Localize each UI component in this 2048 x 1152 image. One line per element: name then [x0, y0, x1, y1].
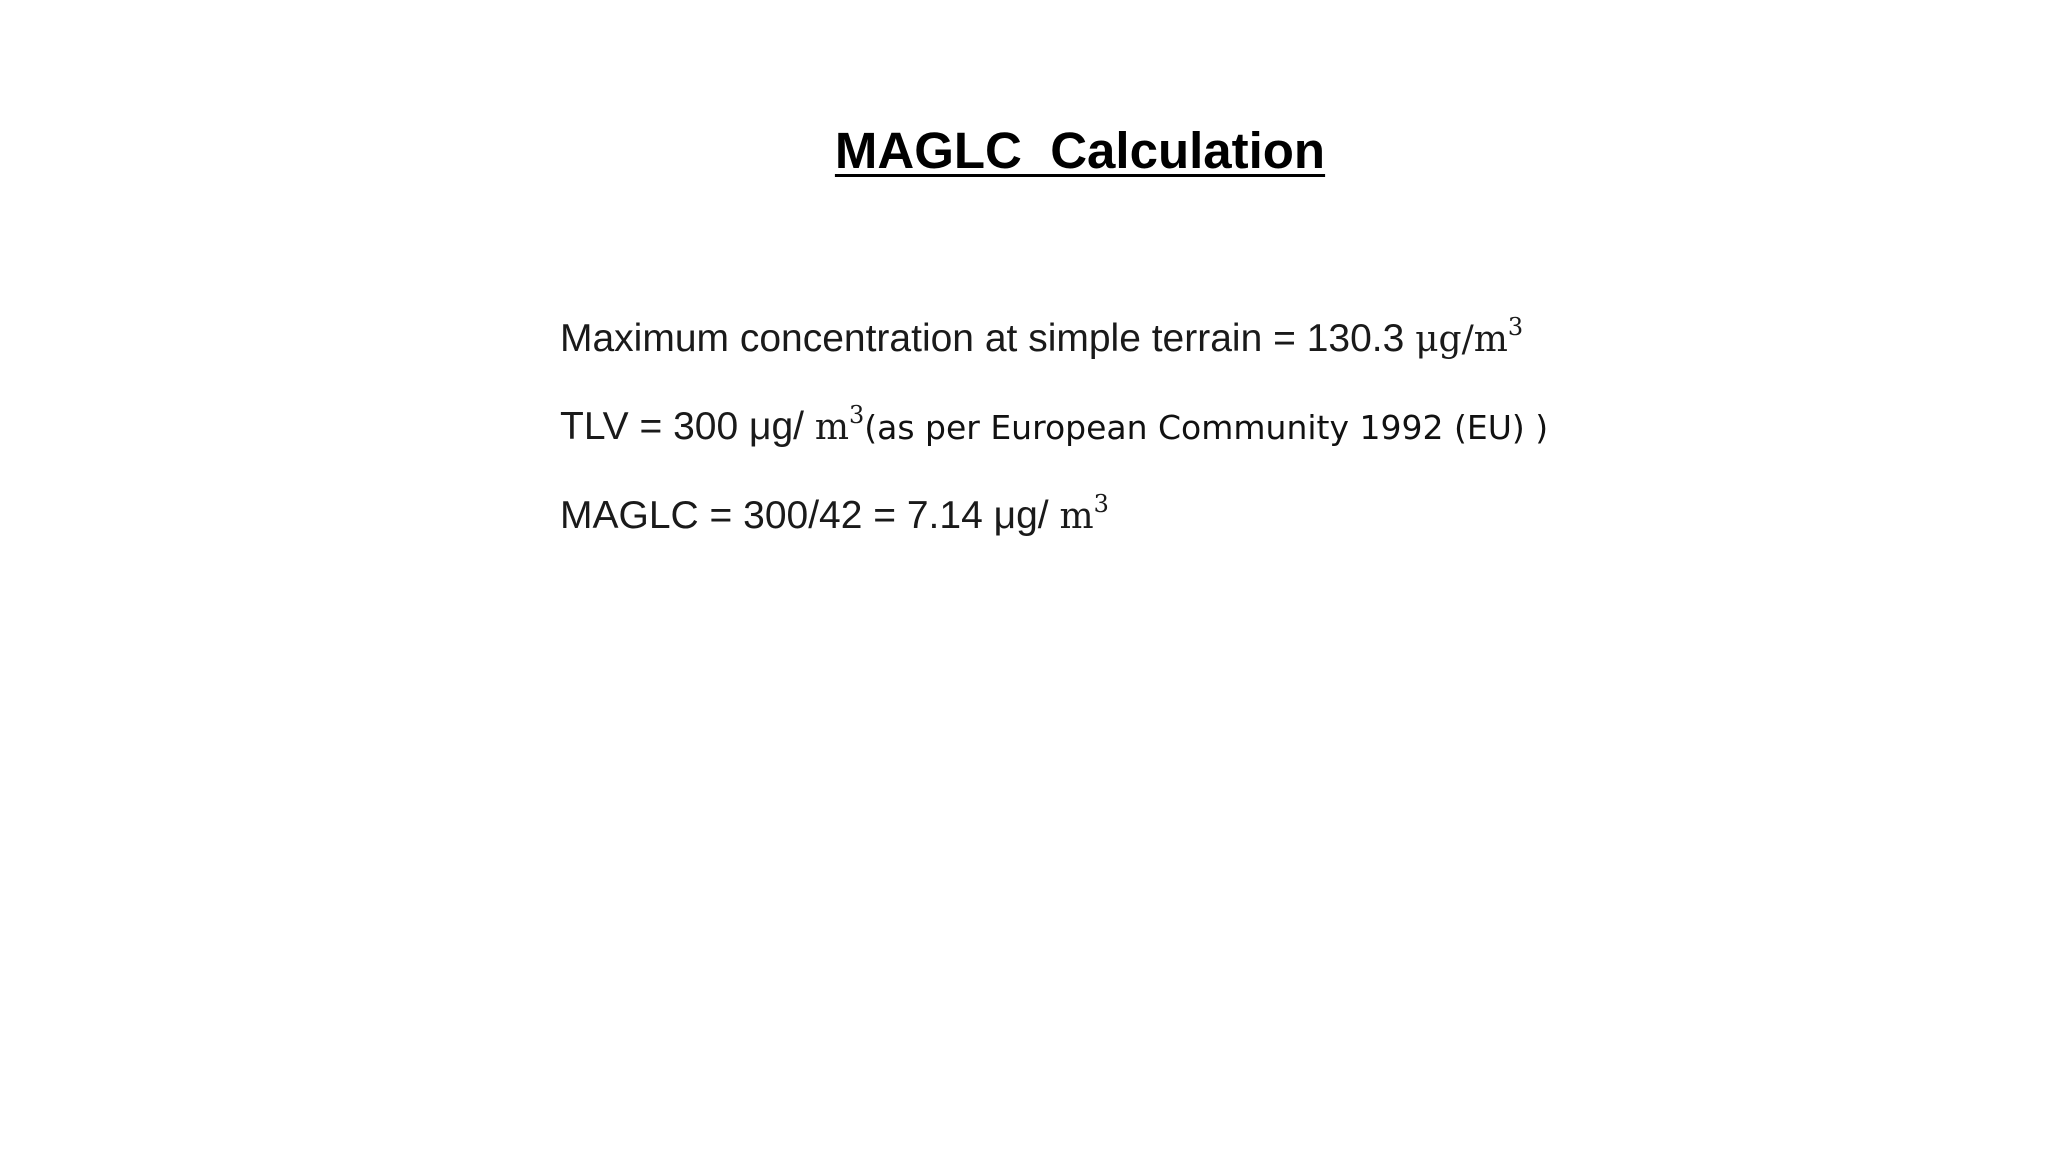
tlv-line [560, 400, 1548, 455]
slide-title: MAGLC Calculation [834, 122, 1326, 179]
max-concentration-line [560, 312, 1523, 367]
tlv-source-note: (as per European Community 1992 (EU) ) [864, 408, 1549, 447]
tlv-text: TLV = 300 μg/ [560, 405, 815, 448]
max-concentration-unit: μg/m [1415, 319, 1508, 360]
max-concentration-text: Maximum concentration at simple terrain = 130.3 [560, 317, 1416, 360]
tlv-unit: m [814, 407, 849, 448]
maglc-text: MAGLC = 300/42 = 7.14 μg/ [560, 494, 1060, 537]
maglc-exponent: 3 [1093, 490, 1109, 518]
max-concentration-exponent: 3 [1507, 313, 1524, 341]
maglc-unit: m [1059, 496, 1094, 537]
maglc-line [560, 489, 1109, 544]
tlv-exponent: 3 [848, 401, 865, 429]
